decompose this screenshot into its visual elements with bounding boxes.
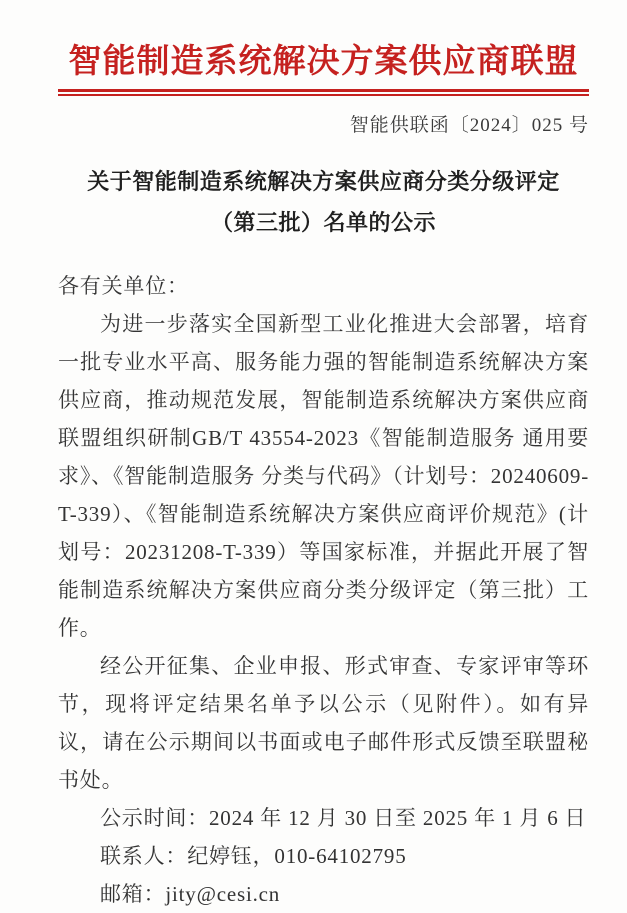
document-title [58, 161, 589, 243]
header-divider [58, 89, 589, 96]
contact-person: 联系人：纪婷钰，010-64102795 [100, 844, 407, 868]
publicity-period: 公示时间：2024 年 12 月 30 日至 2025 年 1 月 6 日 [100, 806, 587, 830]
document-title-line1: 关于智能制造系统解决方案供应商分类分级评定 [87, 169, 560, 194]
salutation: 各有关单位： [58, 274, 189, 298]
org-title: 智能制造系统解决方案供应商联盟 [68, 44, 579, 80]
paragraph-standards: 为进一步落实全国新型工业化推进大会部署，培育一批专业水平高、服务能力强的智能制造系统解决方案供应商，推动规范发展，智能制造系统解决方案供应商联盟组织研制GB/T 43554-2023《智能制造服务 通用要求》、《智能制造服务 分类与代码》（计划号：20240609-T-339）、《智能制造系统解决方案供应商评价规范》(计划号：20231208-T-339）等国家标准，并据此开展了智能制造系统解决方案供应商分类分级评定（第三批）工作。 [58, 312, 589, 640]
contact-email: 邮箱：jity@cesi.cn [100, 882, 281, 906]
paragraph-publicity: 经公开征集、企业申报、形式审查、专家评审等环节，现将评定结果名单予以公示（见附件）。如有异议，请在公示期间以书面或电子邮件形式反馈至联盟秘书处。 [58, 654, 589, 792]
doc-number: 智能供联函〔2024〕025 号 [349, 115, 589, 136]
document-title-line2: （第三批）名单的公示 [210, 210, 436, 235]
